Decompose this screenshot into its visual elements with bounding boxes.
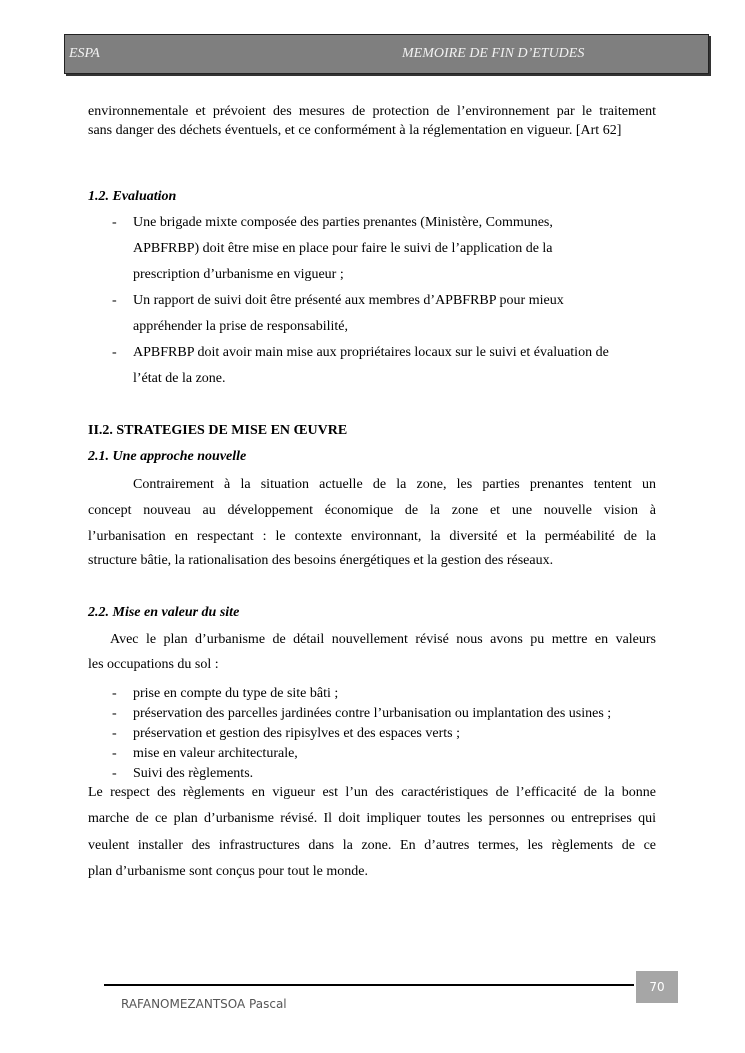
list-bullet: - xyxy=(112,706,117,721)
list-item: Une brigade mixte composée des parties prenantes (Ministère, Communes, xyxy=(133,215,553,230)
header-title: MEMOIRE DE FIN D’ETUDES xyxy=(402,46,585,61)
list-item: préservation et gestion des ripisylves et des espaces verts ; xyxy=(133,726,460,741)
paragraph-line: veulent installer des infrastructures dans la zone. En d’autres termes, les règlements de ce xyxy=(88,838,656,853)
paragraph-line: marche de ce plan d’urbanisme révisé. Il doit impliquer toutes les personnes ou entreprises qui xyxy=(88,811,656,826)
list-item: mise en valeur architecturale, xyxy=(133,746,298,761)
list-bullet: - xyxy=(112,726,117,741)
subsection-heading: 2.2. Mise en valeur du site xyxy=(88,605,240,620)
intro-line-1: environnementale et prévoient des mesures de protection de l’environnement par le traitement xyxy=(88,104,656,119)
paragraph-line: Contrairement à la situation actuelle de la zone, les parties prenantes tentent un xyxy=(133,477,656,492)
list-item: Un rapport de suivi doit être présenté aux membres d’APBFRBP pour mieux xyxy=(133,293,564,308)
list-item-continued: appréhender la prise de responsabilité, xyxy=(133,319,348,334)
section-heading: II.2. STRATEGIES DE MISE EN ŒUVRE xyxy=(88,423,348,438)
paragraph-line: les occupations du sol : xyxy=(88,657,219,672)
list-item-continued: APBFRBP) doit être mise en place pour faire le suivi de l’application de la xyxy=(133,241,553,256)
list-bullet: - xyxy=(112,293,117,308)
list-item-continued: l’état de la zone. xyxy=(133,371,226,386)
list-item: préservation des parcelles jardinées contre l’urbanisation ou implantation des usines ; xyxy=(133,706,612,721)
subsection-heading: 2.1. Une approche nouvelle xyxy=(88,449,247,464)
list-bullet: - xyxy=(112,215,117,230)
header-school: ESPA xyxy=(69,46,100,61)
list-item: APBFRBP doit avoir main mise aux propriétaires locaux sur le suivi et évaluation de xyxy=(133,345,609,360)
paragraph-line: structure bâtie, la rationalisation des besoins énergétiques et la gestion des réseaux. xyxy=(88,553,554,568)
list-item-continued: prescription d’urbanisme en vigueur ; xyxy=(133,267,344,282)
footer-author: RAFANOMEZANTSOA Pascal xyxy=(121,997,287,1011)
list-bullet: - xyxy=(112,686,117,701)
evaluation-heading: 1.2. Evaluation xyxy=(88,189,177,204)
page-header xyxy=(64,34,709,74)
list-bullet: - xyxy=(112,746,117,761)
intro-line-2: sans danger des déchets éventuels, et ce conformément à la réglementation en vigueur. [Art 62] xyxy=(88,123,622,138)
footer-divider xyxy=(104,984,634,986)
paragraph-line: plan d’urbanisme sont conçus pour tout le monde. xyxy=(88,864,368,879)
paragraph-line: Le respect des règlements en vigueur est l’un des caractéristiques de l’efficacité de la bonne xyxy=(88,785,656,800)
page-number: 70 xyxy=(636,971,678,1003)
paragraph-line: Avec le plan d’urbanisme de détail nouvellement révisé nous avons pu mettre en valeurs xyxy=(110,632,656,647)
list-bullet: - xyxy=(112,766,117,781)
paragraph-line: l’urbanisation en respectant : le contexte environnant, la diversité et la perméabilité de la xyxy=(88,529,656,544)
paragraph-line: concept nouveau au développement économique de la zone et une nouvelle vision à xyxy=(88,503,656,518)
list-item: Suivi des règlements. xyxy=(133,766,254,781)
list-item: prise en compte du type de site bâti ; xyxy=(133,686,339,701)
list-bullet: - xyxy=(112,345,117,360)
